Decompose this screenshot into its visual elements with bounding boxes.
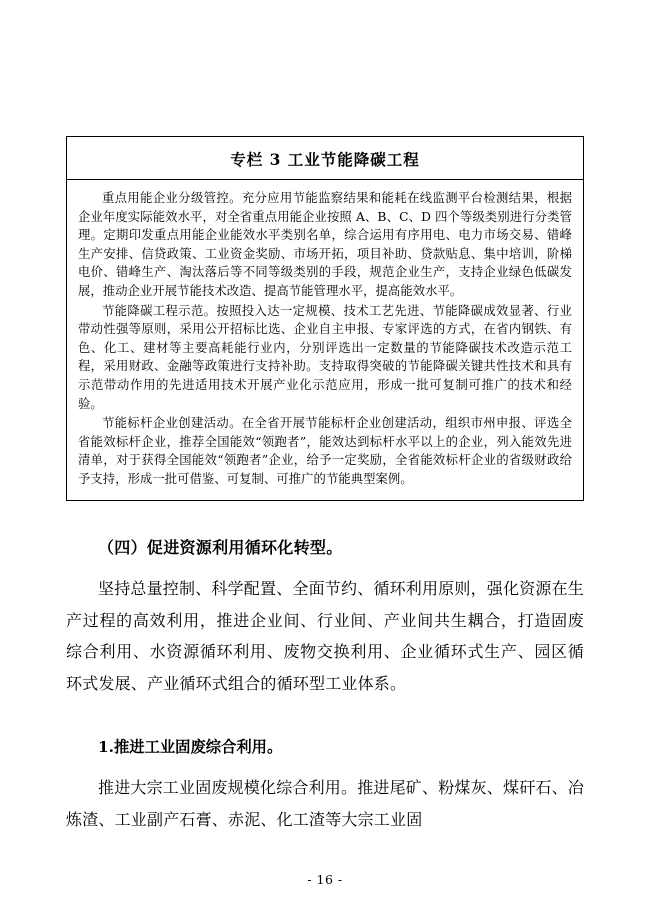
body-paragraph-1: 坚持总量控制、科学配置、全面节约、循环利用原则，强化资源在生产过程的高效利用，推进企业间、行业间、产业间共生耦合，打造固废综合利用、水资源循环利用、废物交换利用、企业循环式生产、园区循环式发展、产业循环式组合的循环型工业体系。 xyxy=(66,579,585,693)
callout-box xyxy=(66,136,584,501)
page-number: - 16 - xyxy=(307,872,343,887)
body-paragraph-2: 推进大宗工业固废规模化综合利用。推进尾矿、粉煤灰、煤矸石、冶炼渣、工业副产石膏、赤泥、化工渣等大宗工业固 xyxy=(66,778,585,829)
callout-box-title: 专栏 3 工业节能降碳工程 xyxy=(67,137,583,180)
callout-paragraph: 节能降碳工程示范。按照投入达一定规模、技术工艺先进、节能降碳成效显著、行业带动性强等原则，采用公开招标比选、企业自主申报、专家评选的方式，在省内钢铁、有色、化工、建材等主要高耗能行业内，分别评选出一定数量的节能降碳技术改造示范工程，采用财政、金融等政策进行支持补助。支持取得突破的节能降碳关键共性技术和具有示范带动作用的先进适用技术开展产业化示范应用，形成一批可复制可推广的技术和经验。 xyxy=(78,303,572,411)
callout-paragraph: 重点用能企业分级管控。充分应用节能监察结果和能耗在线监测平台检测结果，根据企业年度实际能效水平，对全省重点用能企业按照 A、B、C、D 四个等级类别进行分类管理。定期印发重点用能企业能效水平类别名单，综合运用有序用电、电力市场交易、错峰生产安排、信贷政策、工业资金奖励、市场开拓，项目补助、贷款贴息、集中培训，阶梯电价、错峰生产、淘汰落后等不同等级类别的手段，规范企业生产，支持企业绿色低碳发展，推动企业开展节能技术改造、提高节能管理水平，提高能效水平。 xyxy=(78,191,572,298)
callout-paragraph: 节能标杆企业创建活动。在全省开展节能标杆企业创建活动，组织市州申报、评选全省能效标杆企业，推荐全国能效“领跑者”，能效达到标杆水平以上的企业，列入能效先进清单，对于获得全国能效“领跑者”企业，给予一定奖励，全省能效标杆企业的省级财政给予支持，形成一批可借鉴、可复制、可推广的节能典型案例。 xyxy=(78,416,572,486)
callout-box-body xyxy=(67,180,583,500)
section-heading: （四）促进资源利用循环化转型。 xyxy=(98,538,343,557)
sub-heading: 1.推进工业固废综合利用。 xyxy=(98,738,283,756)
